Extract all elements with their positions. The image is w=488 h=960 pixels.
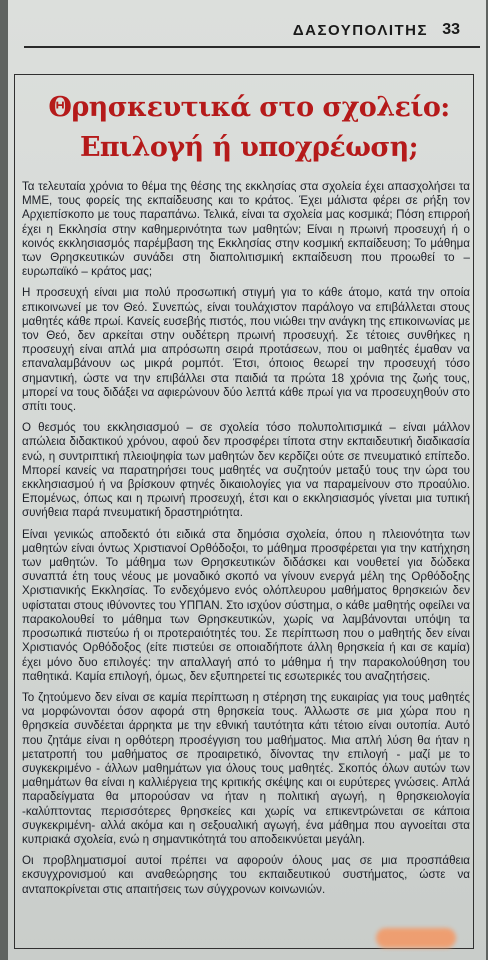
paragraph: Η προσευχή είναι μια πολύ προσωπική στιγμή για το κάθε άτομο, κατά την οποία επικοινωνεί με τον Θεό. Συνεπώς, είναι τουλάχιστον παράλογο να επιβάλλεται στους μαθητές κάθε πρωί. Κανείς ευσεβής πιστός, που νιώθει την ανάγκη της επικοινωνίας με τον Θεό, δεν αρκείται στην ουδέτερη πρωινή προσευχή. Σε τέτοιες συνθήκες η προσευχή είναι απλά μια απρόσωπη σειρά προτάσεων, που οι μαθητές έμαθαν να επαναλαμβάνουν ως μικρά ρομπότ. Έτσι, όποιος θεωρεί την προσευχή τόσο σημαντική, ώστε να την επιβάλλει στα παιδιά τα πρώτα 18 χρόνια της ζωής τους, μπορεί να τους διδάξει να αφιερώνουν δύο λεπτά κάθε πρωί για να προσευχηθούν στο σπίτι τους. — [22, 286, 470, 414]
paragraph: Το ζητούμενο δεν είναι σε καμία περίπτωση η στέρηση της ευκαιρίας για τους μαθητές να μορφώνονται όσον αφορά στη θρησκεία τους. Άλλωστε σε μια χώρα που η θρησκεία συνδέεται άρρηκτα με την εθνική ταυτότητα κάτι τέτοιο είναι ουτοπία. Αυτό που ζητάμε είναι η ορθότερη προσέγγιση του μαθήματος. Μια απλή λύση θα ήταν η μετατροπή του μαθήματος σε προαιρετικό, δίνοντας την επιλογή - μαζί με το συγκεκριμένο - άλλων μαθημάτων για όλους τους μαθητές. Σκοπός όλων αυτών των μαθημάτων θα είναι η καλλιέργεια της κριτικής σκέψης και οι ευρύτερες γνώσεις. Απλά παραδείγματα θα μπορούσαν να ήταν η πολιτική αγωγή, η θρησκειολογία -καλύπτοντας περισσότερες θρησκείες και χωρίς να επικεντρώνεται σε κάποια συγκεκριμένη- αλλά ακόμα και η σεξουαλική αγωγή, ένα μάθημα που αγνοείται στα κυπριακά σχολεία, ενώ η σημαντικότητά του αποδεικνύεται μεγάλη. — [22, 690, 470, 846]
paragraph: Είναι γενικώς αποδεκτό ότι ειδικά στα δημόσια σχολεία, όπου η πλειονότητα των μαθητών είναι όντως Χριστιανοί Ορθόδοξοι, το μάθημα προσφέρεται για την κατήχηση των μαθητών. Το μάθημα των Θρησκευτικών διδάσκει και νουθετεί για δώδεκα συναπτά έτη τους νέους με μοναδικό σκοπό να γίνουν ενεργά μέλη της Ορθόδοξης Χριστιανικής Εκκλησίας. Το ενδεχόμενο ενός ολόπλευρου μαθήματος θρησκειών δεν υφίσταται στους ιθύνοντες του ΥΠΠΑΝ. Στο ισχύον σύστημα, ο κάθε μαθητής οφείλει να παρακολουθεί το μάθημα των Θρησκευτικών, χωρίς να λαμβάνονται υπόψη τα προσωπικά πιστεύω ή οι προτεραιότητές του. Σε περίπτωση που ο μαθητής δεν είναι Χριστιανός Ορθόδοξος (είτε πιστεύει σε οποιαδήποτε άλλη θρησκεία ή και σε καμία) έχει μόνο δυο επιλογές: την απαλλαγή από το μάθημα ή την παρακολούθηση του παθητικά. Καμία επιλογή, όμως, δεν εξυπηρετεί τις εσωτερικές του αναζητήσεις. — [22, 527, 470, 683]
article-title — [10, 88, 488, 168]
title-line-1: Θρησκευτικά στο σχολείο: — [48, 92, 450, 123]
header-rule — [24, 46, 480, 48]
paragraph: Τα τελευταία χρόνια το θέμα της θέσης της εκκλησίας στα σχολεία έχει απασχολήσει τα ΜΜΕ, τους φορείς της εκπαίδευσης και το κράτος. Έχει μάλιστα φέρει σε ρήξη τον Αρχιεπίσκοπο με τους παραπάνω. Τελικά, είναι τα σχολεία μας κοσμικά; Πόση επιρροή έχει η Εκκλησία στην καθημερινότητα των μαθητών; Είναι η πρωινή προσευχή ή ο κοινός εκκλησιασμός παρέμβαση της Εκκλησίας στην κοσμική εκπαίδευση; Το μάθημα των Θρησκευτικών συνάδει στη διαπολιτισμική εκπαίδευση που προωθεί το – ευρωπαϊκό – κράτος μας; — [22, 180, 470, 279]
article-body — [22, 180, 470, 904]
title-line-2: Επιλογή ή υποχρέωση; — [79, 132, 419, 163]
redaction-blur — [376, 928, 456, 948]
paragraph: Ο θεσμός του εκκλησιασμού – σε σχολεία τόσο πολυπολιτισμικά – είναι μάλλον απώλεια διδακτικού χρόνου, αφού δεν προσφέρει τίποτα στην εκπαιδευτική διαδικασία ενώ, η συντριπτική πλειοψηφία των μαθητών δεν κερδίζει ούτε σε πνευματικό επίπεδο. Μπορεί κανείς να παρατηρήσει τους μαθητές να συζητούν μεταξύ τους την ώρα του εκκλησιασμού ή να βρίσκουν φτηνές δικαιολογίες για να παραμείνουν στο προαύλιο. Επομένως, όπως και η πρωινή προσευχή, έτσι και ο εκκλησιασμός γίνεται μια τυπική συνήθεια παρά πνευματική δραστηριότητα. — [22, 421, 470, 520]
page-header — [8, 22, 486, 46]
page-number: 33 — [442, 21, 460, 38]
paragraph: Οι προβληματισμοί αυτοί πρέπει να αφορούν όλους μας σε μια προσπάθεια εκσυγχρονισμού και αναθεώρησης του εκπαιδευτικού συστήματος, ώστε να ανταποκρίνεται στις απαιτήσεις των σύγχρονων κοινωνιών. — [22, 854, 470, 896]
magazine-name: ΔΑΣΟΥΠΟΛΙΤΗΣ — [292, 22, 428, 39]
